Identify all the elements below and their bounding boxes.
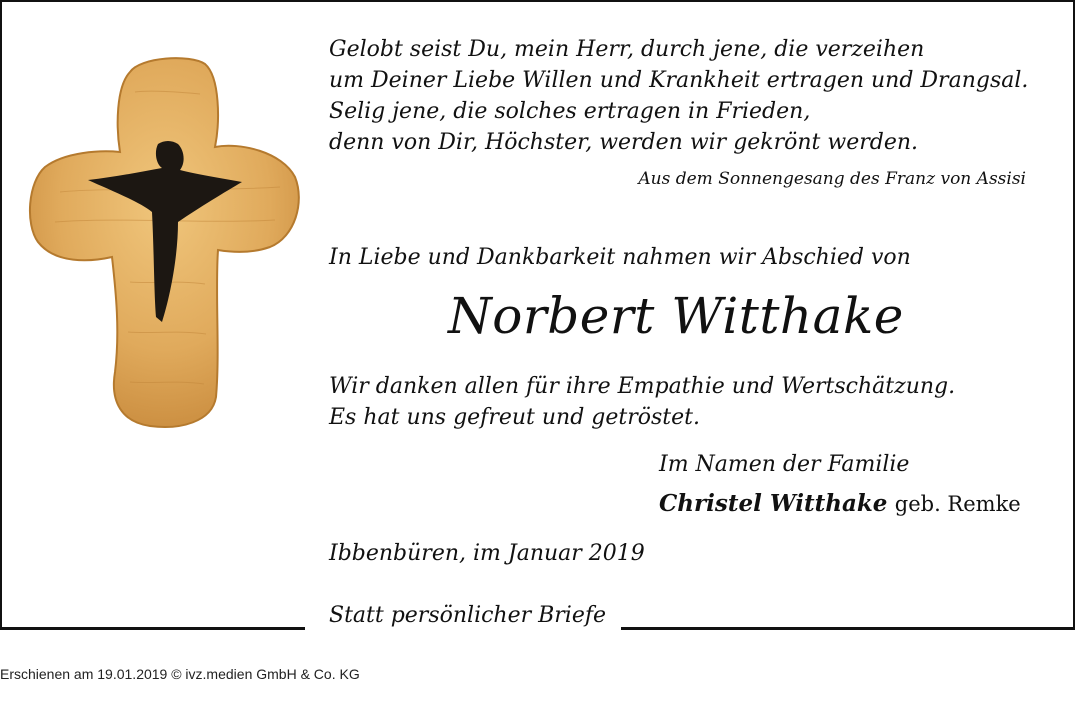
wooden-cross-icon [20, 52, 310, 437]
place-date: Ibbenbüren, im Januar 2019 [329, 541, 645, 566]
frame-bottom-line-left [0, 627, 305, 630]
thanks-line-1: Wir danken allen für ihre Empathie und Wertschätzung. [329, 374, 956, 399]
publication-footer: Erschienen am 19.01.2019 © ivz.medien GmbH & Co. KG [0, 666, 360, 682]
note-no-letters: Statt persönlicher Briefe [329, 603, 607, 628]
poem-line-4: denn von Dir, Höchster, werden wir gekrönt werden. [329, 130, 919, 155]
family-signature [659, 490, 1021, 517]
frame-bottom-line-right [621, 627, 1075, 630]
family-intro: Im Namen der Familie [659, 452, 910, 477]
intro-text: In Liebe und Dankbarkeit nahmen wir Abschied von [329, 245, 911, 270]
family-name: Christel Witthake [659, 490, 888, 517]
family-name-suffix: geb. Remke [894, 492, 1021, 516]
thanks-line-2: Es hat uns gefreut und getröstet. [329, 405, 700, 430]
poem-line-3: Selig jene, die solches ertragen in Frieden, [329, 99, 811, 124]
deceased-name: Norbert Witthake [448, 287, 904, 345]
poem-attribution: Aus dem Sonnengesang des Franz von Assisi [638, 169, 1026, 189]
poem-line-2: um Deiner Liebe Willen und Krankheit ertragen und Drangsal. [329, 68, 1029, 93]
poem-line-1: Gelobt seist Du, mein Herr, durch jene, die verzeihen [329, 37, 925, 62]
